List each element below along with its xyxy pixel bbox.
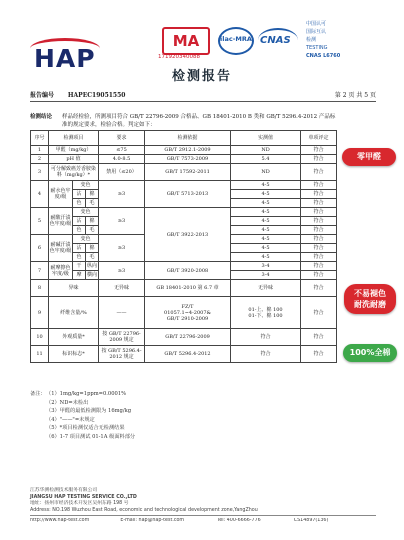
row-value: 符合 [231, 346, 301, 363]
row-eval: 符合 [301, 146, 337, 155]
row-value: 3-4 [231, 262, 301, 271]
row-requirement: —— [99, 297, 145, 329]
cnas-code: CNAS L6760 [306, 53, 341, 59]
table-row [31, 297, 337, 329]
table-header-row [31, 131, 337, 146]
sub-item-b: 毛 [86, 199, 99, 208]
row-method: GB/T 5713-2013 [145, 181, 231, 208]
row-no: 8 [31, 280, 49, 297]
note-item: （5）*项目检测仅适合无检测结果 [46, 425, 125, 432]
zero-formaldehyde-sticker: 零甲醛 [342, 148, 396, 166]
sub-item-a: 色 [73, 226, 86, 235]
report-number: HAPEC19051550 [67, 92, 126, 99]
table-row [31, 208, 337, 217]
row-no: 10 [31, 329, 49, 346]
row-no: 5 [31, 208, 49, 235]
ilac-logo [214, 27, 254, 53]
footer-contact-row [30, 518, 376, 523]
colorfast-line-2: 耐洗耐磨 [354, 300, 386, 309]
row-value: ND [231, 164, 301, 181]
header-item: 检测项目 [49, 131, 99, 146]
row-method: GB/T 17592-2011 [145, 164, 231, 181]
row-value: 3-4 [231, 271, 301, 280]
footer-website: http://www.hap-test.com [30, 518, 90, 523]
row-value: 4-5 [231, 244, 301, 253]
row-no: 11 [31, 346, 49, 363]
row-eval: 符合 [301, 329, 337, 346]
footer-company-block [30, 488, 376, 514]
page-indicator: 第 2 页 共 5 页 [334, 92, 376, 99]
footer-tel: Tel: 400-6666-776 [217, 518, 261, 523]
sub-item-a: 摩 [73, 271, 86, 280]
footer-code: CS14897(136) [293, 518, 329, 523]
row-value: 符合 [231, 329, 301, 346]
row-value: 4-5 [231, 208, 301, 217]
sub-item-a: 干 [73, 262, 86, 271]
table-row [31, 280, 337, 297]
row-eval: 符合 [301, 271, 337, 280]
row-requirement: ≤75 [99, 146, 145, 155]
row-eval: 符合 [301, 244, 337, 253]
row-eval: 符合 [301, 190, 337, 199]
header-method: 检测依据 [145, 131, 231, 146]
value-line-1: 01-上、棉 100 [248, 306, 283, 313]
method-line-1: FZ/T [181, 303, 194, 310]
row-requirement: 4.0-8.5 [99, 155, 145, 164]
table-row [31, 329, 337, 346]
row-value: 5.4 [231, 155, 301, 164]
row-requirement: ≥3 [99, 208, 145, 235]
row-item: 耐碱汗渍色牢度/级 [49, 235, 73, 262]
colorfast-line-1: 不易褪色 [354, 289, 386, 298]
footer-address-en: Address: NO.198 Wuzhou East Road, economic and technological development zone,YangZhou [30, 507, 258, 513]
row-method: GB/T 3922-2013 [145, 208, 231, 262]
sub-item: 变色 [73, 208, 99, 217]
meta-divider [30, 101, 376, 102]
footer-company-cn: 江苏华测检测技术服务有限公司 [30, 488, 98, 493]
table-row [31, 262, 337, 271]
footer-company-en: JIANGSU HAP TESTING SERVICE CO.,LTD [30, 494, 137, 500]
pure-cotton-sticker: 100%全棉 [343, 344, 397, 362]
sub-item-a: 色 [73, 253, 86, 262]
row-eval: 符合 [301, 199, 337, 208]
row-eval: 符合 [301, 164, 337, 181]
row-value [231, 297, 301, 329]
row-method: GB/T 7573-2009 [145, 155, 231, 164]
sub-item: 变色 [73, 235, 99, 244]
header-no: 序号 [31, 131, 49, 146]
footer-divider [30, 515, 376, 516]
row-item: pH 值 [49, 155, 99, 164]
report-number-label: 报告编号 [30, 92, 55, 99]
row-value: ND [231, 146, 301, 155]
footer-email: E-mail: hap@hap-test.com [120, 518, 185, 523]
value-line-2: 01-下、棉 100 [248, 312, 283, 319]
sub-item-b: 纵向 [87, 263, 98, 269]
row-requirement: 无异味 [99, 280, 145, 297]
cnas-en-line: TESTING [306, 45, 328, 51]
colorfast-sticker [344, 284, 396, 314]
row-method: GB/T 3920-2008 [145, 262, 231, 280]
cnas-cn-line-3: 检测 [306, 37, 317, 43]
footer-address-cn: 地址：扬州市经济技术开发区吴州东路 198 号 [30, 501, 129, 507]
row-no: 6 [31, 235, 49, 262]
table-row [31, 155, 337, 164]
row-requirement: ≥3 [99, 235, 145, 262]
row-item: 可分解致癌芳香胺染料（mg/kg）* [49, 164, 99, 181]
row-value: 4-5 [231, 181, 301, 190]
sub-item-a: 沾 [73, 190, 86, 199]
row-value: 4-5 [231, 253, 301, 262]
row-item: 耐酸汗渍色牢度/级 [49, 208, 73, 235]
row-no: 3 [31, 164, 49, 181]
sub-item-a: 沾 [73, 217, 86, 226]
row-item: 标识标志* [49, 346, 99, 363]
cnas-cn-line-2: 国际互认 [306, 29, 327, 35]
cma-number: 171920340088 [158, 54, 200, 60]
row-method: GB/T 5296.4-2012 [145, 346, 231, 363]
row-eval: 符合 [301, 280, 337, 297]
row-requirement: ≥3 [99, 181, 145, 208]
sub-item-a: 沾 [73, 244, 86, 253]
row-item: 外观质量* [49, 329, 99, 346]
row-eval: 符合 [301, 235, 337, 244]
sub-item-b: 棉 [86, 190, 99, 199]
row-method [145, 297, 231, 329]
sub-item-b: 棉 [86, 244, 99, 253]
row-no: 9 [31, 297, 49, 329]
row-requirement: 禁用（≤20） [99, 164, 145, 181]
row-eval: 符合 [301, 297, 337, 329]
cnas-label: CNAS [260, 35, 291, 46]
row-item: 甲醛（mg/kg） [49, 146, 99, 155]
table-row [31, 181, 337, 190]
method-line-3: GB/T 2910-2009 [166, 315, 209, 322]
cnas-logo [258, 28, 302, 54]
row-requirement: 按 GB/T 22796-2009 规定 [99, 329, 145, 346]
conclusion-text: 样品经检验，所测项目符合 GB/T 22796-2009 合格品、GB 18401-2010 B 类和 GB/T 5296.4-2012 产品标准的规定要求，检验合格。判定如下： [62, 114, 336, 128]
row-no: 7 [31, 262, 49, 280]
row-requirement: ≥3 [99, 262, 145, 280]
header-requirement: 要求 [99, 131, 145, 146]
row-eval: 符合 [301, 253, 337, 262]
row-method: GB 18401-2010 第 6.7 章 [145, 280, 231, 297]
table-row [31, 146, 337, 155]
note-item: （3）甲醛的最低检测限为 16mg/kg [46, 408, 132, 415]
note-item: （4）"——"=未规定 [46, 416, 95, 423]
row-value: 4-5 [231, 190, 301, 199]
row-eval: 符合 [301, 155, 337, 164]
cnas-cn-line-1: 中国认可 [306, 21, 327, 27]
row-requirement: 按 GB/T 5296.4-2012 规定 [99, 346, 145, 363]
table-row [31, 346, 337, 363]
cnas-accreditation-block [306, 20, 386, 60]
report-number-group [30, 90, 125, 99]
row-value: 4-5 [231, 235, 301, 244]
hap-logo: HAP [34, 44, 96, 73]
results-table [30, 130, 337, 363]
header-value: 实测值 [231, 131, 301, 146]
row-eval: 符合 [301, 262, 337, 271]
sub-item-b: 毛 [86, 226, 99, 235]
note-item: （1）1mg/kg=1ppm=0.0001% [46, 391, 127, 397]
notes-list [46, 390, 135, 442]
sub-item: 变色 [73, 181, 99, 190]
notes-label: 备注： [30, 391, 46, 397]
row-method: GB/T 22796-2009 [145, 329, 231, 346]
row-item: 耐摩擦色牢度/级 [49, 262, 73, 280]
row-no: 2 [31, 155, 49, 164]
row-value: 4-5 [231, 199, 301, 208]
note-item: （2）ND=未检出 [46, 399, 89, 406]
note-item: （6）1-7 项目测试 01-1A 级面料部分 [46, 433, 136, 440]
method-line-2: 01057.1~4-2007& [164, 309, 211, 316]
row-eval: 符合 [301, 181, 337, 190]
row-eval: 符合 [301, 208, 337, 217]
sub-item-b: 横向 [87, 272, 98, 278]
sub-item-a: 色 [73, 199, 86, 208]
row-item: 异味 [49, 280, 99, 297]
cma-logo: MA [162, 27, 210, 55]
sub-item-b: 毛 [86, 253, 99, 262]
row-value: 无异味 [231, 280, 301, 297]
report-title: 检测报告 [171, 69, 232, 84]
sub-item-b: 棉 [86, 217, 99, 226]
row-eval: 符合 [301, 346, 337, 363]
table-row [31, 164, 337, 181]
row-item: 纤维含量/% [49, 297, 99, 329]
row-item: 耐水色牢度/级 [49, 181, 73, 208]
row-no: 4 [31, 181, 49, 208]
row-eval: 符合 [301, 226, 337, 235]
row-eval: 符合 [301, 217, 337, 226]
row-value: 4-5 [231, 226, 301, 235]
row-value: 4-5 [231, 217, 301, 226]
header-eval: 单项评定 [301, 131, 337, 146]
ilac-label: ilac-MRA [220, 35, 252, 43]
conclusion-label: 检测结论 [30, 114, 53, 120]
row-method: GB/T 2912.1-2009 [145, 146, 231, 155]
row-no: 1 [31, 146, 49, 155]
